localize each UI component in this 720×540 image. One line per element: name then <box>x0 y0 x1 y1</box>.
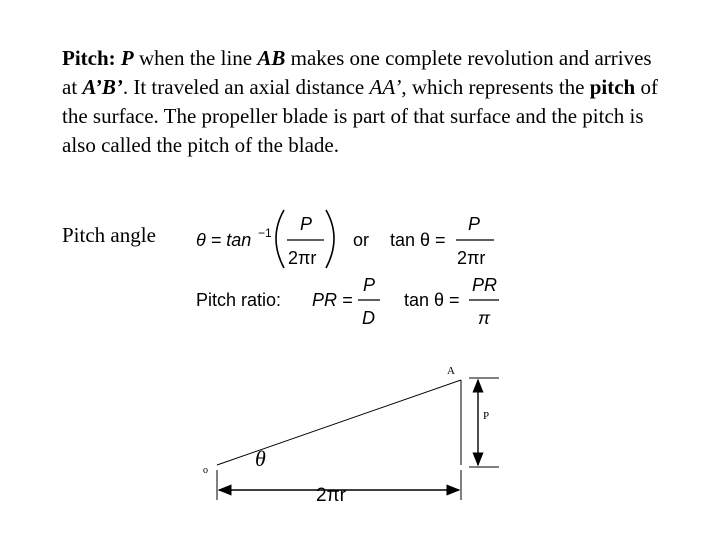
pitch-word: pitch <box>589 75 636 99</box>
paragraph-text-2: makes one complete revolution and arrives at <box>62 46 652 99</box>
pr-tan-lhs: tan θ = <box>404 290 460 310</box>
symbol-P: P <box>120 46 134 70</box>
eq1-denominator: 2πr <box>288 248 317 268</box>
eq1-numerator: P <box>300 214 313 234</box>
pitch-label: Pitch: <box>62 46 116 70</box>
or-word: or <box>353 230 370 250</box>
eq2-lhs: tan θ = <box>390 230 446 250</box>
label-O: o <box>203 465 208 476</box>
pr-tan-numerator: PR <box>472 275 498 295</box>
symbol-AB: AB <box>257 46 286 70</box>
eq2-denominator: 2πr <box>457 248 486 268</box>
label-base: 2πr <box>316 485 347 506</box>
symbol-AAprime: AA’ <box>369 75 402 99</box>
symbol-AprimeBprime: A’B’ <box>82 75 123 99</box>
label-P: P <box>483 410 490 422</box>
pr-denominator: D <box>362 308 375 328</box>
paragraph-text-4: , which represents the <box>401 75 590 99</box>
paragraph-text-1: when the line <box>133 46 258 70</box>
label-theta: θ <box>255 446 266 471</box>
pitch-angle-label: Pitch angle <box>62 223 156 247</box>
label-A: A <box>447 365 455 377</box>
eq-theta-lhs: θ = tan <box>196 230 252 250</box>
pitch-ratio-label: Pitch ratio: <box>196 290 282 310</box>
pr-numerator: P <box>363 275 376 295</box>
pr-lhs: PR = <box>312 290 353 310</box>
hypotenuse-line <box>217 380 461 465</box>
paragraph-text-3: . It traveled an axial distance <box>122 75 370 99</box>
eq2-numerator: P <box>468 214 481 234</box>
paragraph-text-5: of the surface. The propeller blade is part of that surface and the pitch is also called the pitch of the blade. <box>62 75 658 157</box>
pr-tan-denominator: π <box>478 308 491 328</box>
eq-tan-exponent: −1 <box>258 226 272 240</box>
